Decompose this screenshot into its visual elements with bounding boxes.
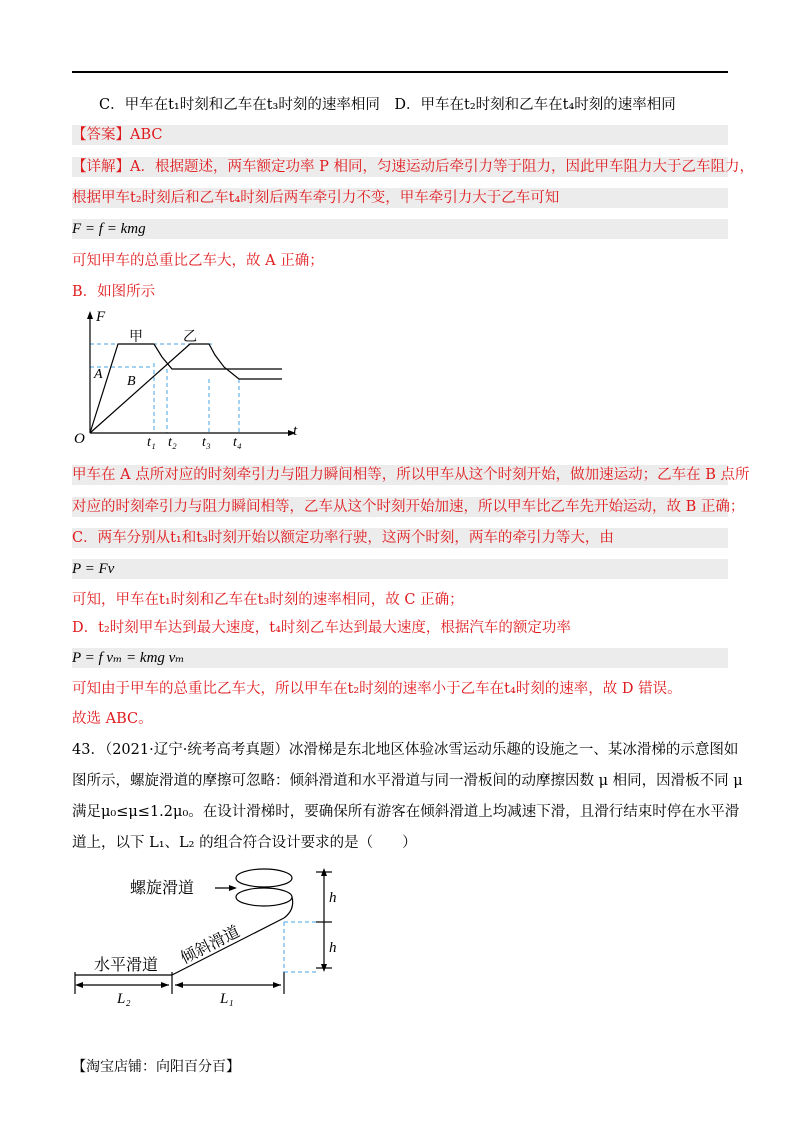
label-t1: t₁	[147, 435, 156, 450]
final-choice: 故选 ABC。	[72, 711, 153, 727]
answer: 【答案】ABC	[72, 125, 728, 145]
label-O: O	[74, 431, 85, 447]
footer-shop: 【淘宝店铺：向阳百分百】	[72, 1059, 240, 1075]
detail-a-1: 【详解】A．根据题述，两车额定功率 P 相同，匀速运动后牵引力等于阻力，因此甲车阻力大于乙车阻力，	[72, 159, 754, 175]
question-43-line-2: 图所示，螺旋滑道的摩擦可忽略：倾斜滑道和水平滑道与同一滑板间的动摩擦因数 μ 相同，因滑板不同 μ	[72, 773, 743, 789]
label-yi: 乙	[183, 330, 197, 345]
l1-right-arrow-icon	[273, 982, 281, 988]
label-jia: 甲	[129, 330, 143, 345]
conclusion-a: 可知甲车的总重比乙车大，故 A 正确；	[72, 253, 324, 269]
question-43-line-1: 43．（2021·辽宁·统考高考真题）冰滑梯是东北地区体验冰雪运动乐趣的设施之一、某冰滑梯的示意图如	[72, 742, 739, 758]
label-t4: t₄	[233, 435, 242, 450]
label-A: A	[94, 367, 103, 382]
conclusion-c: 可知，甲车在t₁时刻和乙车在t₃时刻的速率相同，故 C 正确；	[72, 592, 464, 608]
detail-b-heading: B．如图所示	[72, 284, 156, 300]
l2-left-arrow-icon	[75, 982, 83, 988]
label-incline: 倾斜滑道	[178, 923, 243, 968]
ice-slide-diagram	[72, 860, 352, 1020]
f-axis-arrow-icon	[87, 311, 93, 319]
l2-right-arrow-icon	[161, 982, 169, 988]
detail-b-2: 对应的时刻牵引力与阻力瞬间相等，乙车从这个时刻开始加速，所以甲车比乙车先开始运动，故 B 正确；	[72, 499, 745, 515]
detail-b-1: 甲车在 A 点所对应的时刻牵引力与阻力瞬间相等，所以甲车从这个时刻开始，做加速运动；乙车在 B 点所	[72, 467, 750, 483]
label-L1: L₁	[220, 991, 234, 1007]
l1-left-arrow-icon	[175, 982, 183, 988]
label-horizontal: 水平滑道	[94, 957, 159, 974]
label-t3: t₃	[202, 435, 211, 450]
equation-p-max: P = f vₘ = kmg vₘ	[72, 648, 728, 668]
label-t2: t₂	[168, 435, 177, 450]
label-B: B	[127, 374, 136, 389]
label-t: t	[293, 423, 298, 439]
conclusion-d: 可知由于甲车的总重比乙车大，所以甲车在t₂时刻的速率小于乙车在t₄时刻的速率，故 D 错误。	[72, 681, 682, 697]
label-L2: L₂	[117, 991, 131, 1007]
question-43-line-3: 满足μ₀≤μ≤1.2μ₀。在设计滑梯时，要确保所有游客在倾斜滑道上均减速下滑，且滑行结束时停在水平滑	[72, 804, 740, 820]
label-h-upper: h	[329, 890, 337, 906]
label-h-lower: h	[329, 940, 337, 956]
detail-a-2: 根据甲车t₂时刻后和乙车t₄时刻后两车牵引力不变，甲车牵引力大于乙车可知	[72, 188, 728, 208]
header-rule	[72, 71, 728, 73]
force-time-graph	[72, 305, 302, 455]
pointer-arrow-icon	[229, 885, 237, 891]
label-F: F	[96, 309, 106, 325]
equation-p: P = Fv	[72, 559, 728, 579]
equation-f: F = f = kmg	[72, 219, 728, 239]
options-cd: C．甲车在t₁时刻和乙车在t₃时刻的速率相同 D．甲车在t₂时刻和乙车在t₄时刻的速率相同	[99, 97, 676, 113]
label-spiral: 螺旋滑道	[130, 880, 195, 897]
detail-c: C．两车分别从t₁和t₃时刻开始以额定功率行驶，这两个时刻，两车的牵引力等大，由	[72, 528, 728, 548]
detail-d: D．t₂时刻甲车达到最大速度，t₄时刻乙车达到最大速度，根据汽车的额定功率	[72, 620, 571, 636]
question-43-line-4: 道上，以下 L₁、L₂ 的组合符合设计要求的是（ ）	[72, 835, 417, 851]
